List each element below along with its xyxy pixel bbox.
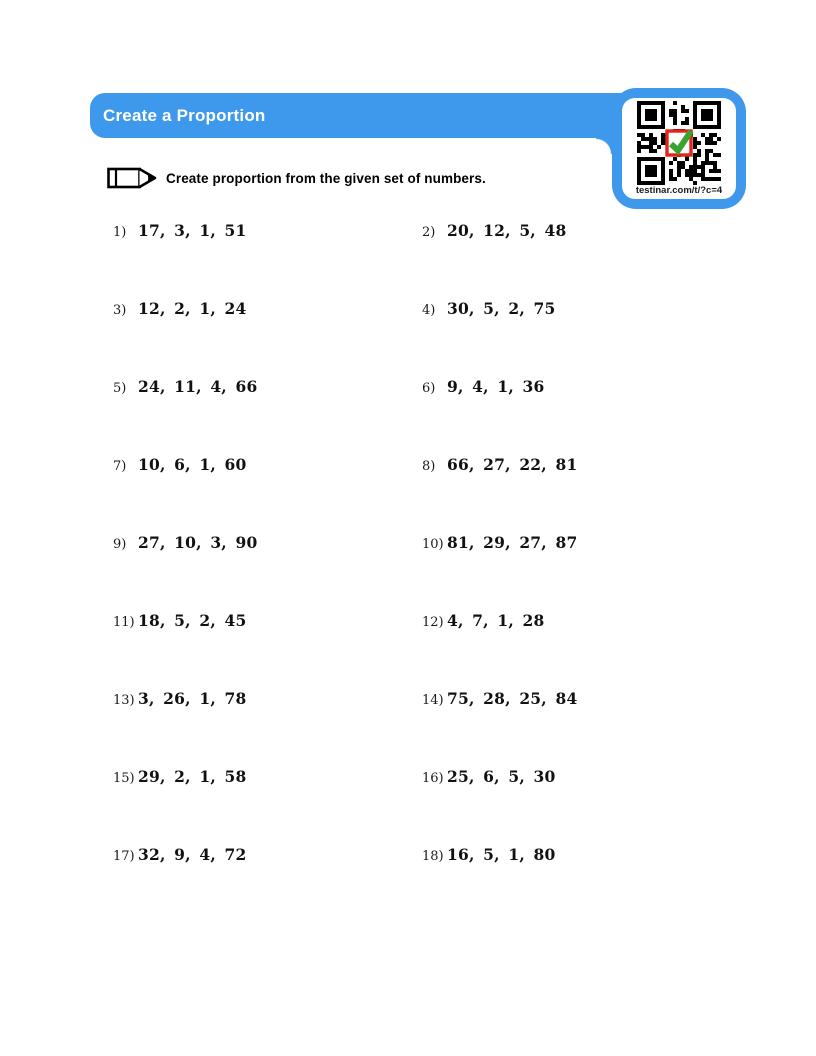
instruction-text: Create proportion from the given set of numbers. — [166, 170, 486, 186]
problem-set: 9, 4, 1, 36 — [447, 377, 545, 396]
problem-set: 17, 3, 1, 51 — [138, 221, 247, 240]
problem-9 — [113, 533, 257, 555]
problem-number: 16) — [422, 771, 444, 786]
problem-18 — [422, 845, 556, 867]
problem-number: 9) — [113, 537, 127, 552]
qr-inner-card — [622, 98, 736, 199]
problem-11 — [113, 611, 247, 633]
problem-set: 18, 5, 2, 45 — [138, 611, 247, 630]
problem-set: 30, 5, 2, 75 — [447, 299, 556, 318]
problem-number: 7) — [113, 459, 127, 474]
problem-4 — [422, 299, 556, 321]
problem-set: 81, 29, 27, 87 — [447, 533, 578, 552]
problem-10 — [422, 533, 577, 555]
problem-2 — [422, 221, 566, 243]
instruction-row — [107, 164, 486, 192]
problem-14 — [422, 689, 577, 711]
problem-set: 32, 9, 4, 72 — [138, 845, 247, 864]
problem-number: 18) — [422, 849, 444, 864]
problem-16 — [422, 767, 556, 789]
header-bar — [90, 93, 630, 138]
problem-number: 1) — [113, 225, 127, 240]
problem-set: 25, 6, 5, 30 — [447, 767, 556, 786]
problem-5 — [113, 377, 257, 399]
problem-set: 12, 2, 1, 24 — [138, 299, 247, 318]
problem-number: 2) — [422, 225, 436, 240]
problem-set: 3, 26, 1, 78 — [138, 689, 247, 708]
page-title: Create a Proportion — [103, 105, 266, 125]
problem-8 — [422, 455, 577, 477]
qr-frame — [612, 88, 746, 209]
problem-set: 24, 11, 4, 66 — [138, 377, 258, 396]
problem-set: 66, 27, 22, 81 — [447, 455, 578, 474]
problem-number: 11) — [113, 615, 135, 630]
problem-6 — [422, 377, 545, 399]
problem-1 — [113, 221, 247, 243]
problem-number: 10) — [422, 537, 444, 552]
problem-number: 12) — [422, 615, 444, 630]
problem-set: 20, 12, 5, 48 — [447, 221, 567, 240]
problem-set: 4, 7, 1, 28 — [447, 611, 545, 630]
header-qr-fillet — [596, 138, 612, 154]
pencil-icon — [107, 167, 157, 189]
problem-set: 27, 10, 3, 90 — [138, 533, 258, 552]
problem-number: 3) — [113, 303, 127, 318]
problem-3 — [113, 299, 247, 321]
problem-set: 10, 6, 1, 60 — [138, 455, 247, 474]
problem-number: 15) — [113, 771, 135, 786]
qr-code-icon — [637, 101, 721, 185]
problem-set: 75, 28, 25, 84 — [447, 689, 578, 708]
problem-number: 4) — [422, 303, 436, 318]
problem-number: 6) — [422, 381, 436, 396]
problem-set: 16, 5, 1, 80 — [447, 845, 556, 864]
qr-caption: testinar.com/t/?c=4 — [635, 185, 723, 196]
problem-set: 29, 2, 1, 58 — [138, 767, 247, 786]
problem-17 — [113, 845, 247, 867]
problem-number: 14) — [422, 693, 444, 708]
problem-13 — [113, 689, 247, 711]
problem-number: 8) — [422, 459, 436, 474]
problem-7 — [113, 455, 247, 477]
problem-number: 17) — [113, 849, 135, 864]
problem-number: 13) — [113, 693, 135, 708]
problem-12 — [422, 611, 545, 633]
problem-number: 5) — [113, 381, 127, 396]
problem-15 — [113, 767, 247, 789]
